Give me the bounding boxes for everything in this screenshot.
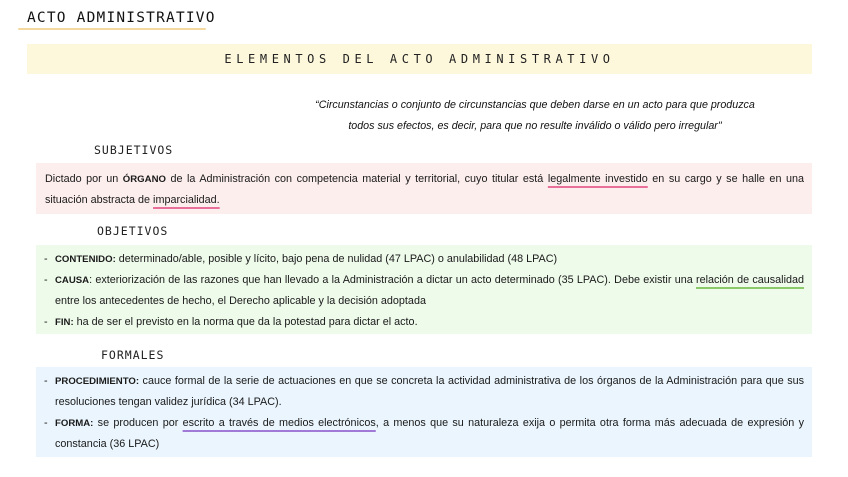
organo-label: ÓRGANO <box>122 174 166 185</box>
procedimiento-item <box>55 371 804 413</box>
relacion-causalidad-highlight: relación de causalidad <box>696 274 804 286</box>
page-title: ACTO ADMINISTRATIVO <box>27 10 216 26</box>
list-item <box>44 312 804 333</box>
subjetivos-box <box>36 163 812 214</box>
contenido-text: determinado/able, posible y lícito, bajo pena de nulidad (47 LPAC) o anulabilidad (48 LPAC) <box>115 253 558 265</box>
subjetivos-heading: SUBJETIVOS <box>94 143 174 157</box>
fin-label: FIN: <box>55 317 74 328</box>
list-item <box>44 371 804 413</box>
causa-text-a: : exteriorización de las razones que han llevado a la Administración a dictar un acto determinado (35 LPAC). Debe existir una <box>89 274 696 286</box>
list-item <box>44 249 804 270</box>
causa-label: CAUSA <box>55 275 90 286</box>
bullet-dash: - <box>44 316 48 328</box>
subjetivos-text-a: Dictado por un <box>45 173 123 185</box>
fin-text: ha de ser el previsto en la norma que da la potestad para dictar el acto. <box>73 316 418 328</box>
medios-electronicos-highlight: escrito a través de medios electrónicos <box>182 417 376 429</box>
subjetivos-text-b: de la Administración con competencia material y territorial, cuyo titular está <box>165 173 548 185</box>
section-banner: ELEMENTOS DEL ACTO ADMINISTRATIVO <box>27 44 812 74</box>
bullet-dash: - <box>44 274 48 286</box>
fin-item <box>55 312 804 333</box>
forma-label: FORMA: <box>55 418 94 429</box>
objetivos-box <box>36 245 812 334</box>
list-item <box>44 270 804 312</box>
quote-line-2: todos sus efectos, es decir, para que no resulte inválido o válido pero irregular" <box>348 120 722 132</box>
definition-quote <box>270 95 800 137</box>
legalmente-investido-highlight: legalmente investido <box>547 173 648 185</box>
procedimiento-text: cauce formal de la serie de actuaciones en que se concreta la actividad administrativa de los órganos de la Administración para que sus resoluciones tengan validez jurídica (34 LPAC). <box>55 375 804 408</box>
imparcialidad-highlight: imparcialidad. <box>153 194 220 206</box>
causa-item <box>55 270 804 312</box>
bullet-dash: - <box>44 253 48 265</box>
quote-line-1: “Circunstancias o conjunto de circunstancias que deben darse en un acto para que produzca <box>315 99 755 111</box>
bullet-dash: - <box>44 375 48 387</box>
contenido-item <box>55 249 804 270</box>
causa-text-b: entre los antecedentes de hecho, el Derecho aplicable y la decisión adoptada <box>55 295 426 307</box>
formales-box <box>36 367 812 457</box>
formales-heading: FORMALES <box>101 348 165 362</box>
forma-text-a: se producen por <box>93 417 183 429</box>
contenido-label: CONTENIDO: <box>55 254 116 265</box>
forma-item <box>55 413 804 455</box>
list-item <box>44 413 804 455</box>
bullet-dash: - <box>44 417 48 429</box>
objetivos-heading: OBJETIVOS <box>97 224 169 238</box>
subjetivos-text-c: en su cargo y se halle en una situación abstracta de <box>45 173 804 206</box>
title-underline <box>18 28 206 30</box>
forma-text-b: , a menos que su naturaleza exija o permita otra forma más adecuada de expresión y constancia (36 LPAC) <box>55 417 804 450</box>
procedimiento-label: PROCEDIMIENTO: <box>55 376 140 387</box>
